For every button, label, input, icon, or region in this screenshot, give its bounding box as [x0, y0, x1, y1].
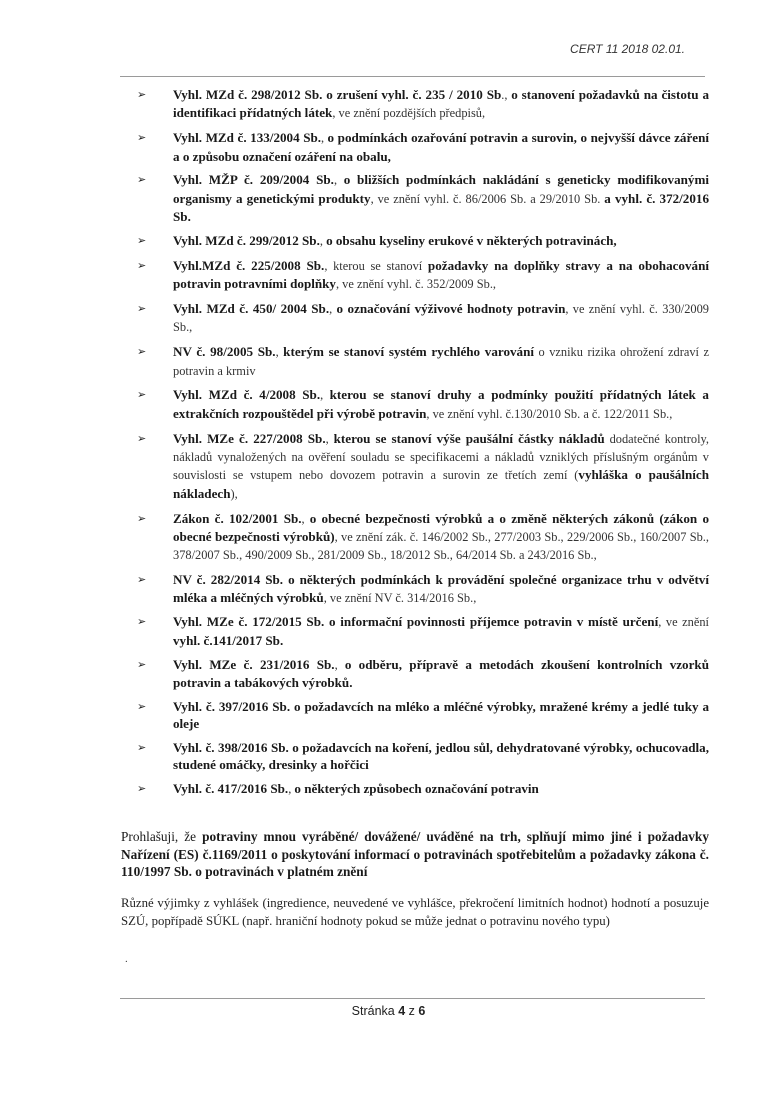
- arrow-bullet-icon: ➢: [137, 131, 147, 145]
- list-item: [137, 300, 709, 337]
- bold-text: kterým se stanoví systém rychlého varování: [283, 344, 535, 360]
- bold-text: požadavky na doplňky stravy a na obohacování potravin potravními doplňky: [173, 257, 709, 292]
- regular-text: ,: [319, 234, 327, 249]
- list-item: [137, 257, 709, 294]
- bold-text: a vyhl. č. 372/2016 Sb.: [173, 190, 709, 225]
- list-item: [137, 171, 709, 225]
- regular-text: ,: [288, 782, 295, 797]
- bold-text: Vyhl. MZe č. 172/2015 Sb. o informační povinnosti příjemce potravin v místě určení: [173, 614, 659, 630]
- regular-text: ,: [275, 345, 284, 360]
- bold-text: o odběru, přípravě a metodách zkoušení kontrolních vzorků potravin a tabákových výrobků.: [173, 656, 709, 691]
- footer-rule: [120, 998, 705, 999]
- regular-text: o vzniku rizika ohrožení zdraví z potravin a krmiv: [173, 345, 709, 378]
- bold-text: kterou se stanoví druhy a podmínky použití přídatných látek a extrakčních rozpouštědel při výrobě potravin: [173, 387, 709, 421]
- legislation-list: [137, 86, 709, 805]
- list-item: [137, 86, 709, 123]
- bold-text: kterou se stanoví výše paušální částky nákladů: [333, 430, 605, 446]
- current-page: 4: [398, 1004, 406, 1018]
- regular-text: , ve znění: [658, 615, 709, 630]
- bold-text: vyhláška o paušálních nákladech: [173, 467, 709, 501]
- bold-text: Vyhl. MZe č. 231/2016 Sb.: [173, 656, 335, 672]
- arrow-bullet-icon: ➢: [137, 88, 147, 101]
- regular-text: ,: [329, 302, 337, 317]
- arrow-bullet-icon: ➢: [137, 302, 147, 316]
- bold-text: Vyhl. č. 397/2016 Sb. o požadavcích na mléko a mléčné výrobky, mražené krémy a jedlé tuky a oleje: [173, 698, 709, 732]
- regular-text: .,: [501, 88, 512, 102]
- bold-text: potraviny mnou vyráběné/ dovážené/ uváděné na trh, splňují mimo jiné i požadavky Nařízení (ES) č.1169/2011 o poskytování informací o potravinách spotřebitelům a požadavky zákona č. 110/1997 Sb. o potravinách v platném znění: [121, 829, 709, 880]
- bold-text: NV č. 98/2005 Sb.: [173, 344, 276, 360]
- regular-text: , ve znění zák. č. 146/2002 Sb., 277/2003 Sb., 229/2006 Sb., 160/2007 Sb., 378/2007 Sb., 490/2009 Sb., 281/2009 Sb., 18/2012 Sb., 64/2014 Sb. a 243/2016 Sb.,: [173, 530, 709, 563]
- bold-text: Vyhl. MŽP č. 209/2004 Sb.: [173, 172, 334, 188]
- regular-text: , ve znění vyhl. č. 352/2009 Sb.,: [335, 277, 497, 292]
- arrow-bullet-icon: ➢: [137, 511, 147, 525]
- regular-text: ,: [334, 657, 345, 672]
- bold-text: o podmínkách ozařování potravin a surovin, o nejvyšší dávce záření a o způsobu označení ozáření na obalu,: [173, 130, 709, 164]
- regular-text: Prohlašuji, že: [121, 829, 203, 844]
- arrow-bullet-icon: ➢: [137, 657, 147, 671]
- trailing-dot: .: [125, 953, 128, 965]
- bold-text: Vyhl.MZd č. 225/2008 Sb.: [173, 257, 325, 273]
- arrow-bullet-icon: ➢: [137, 741, 147, 755]
- list-item: [137, 129, 709, 165]
- arrow-bullet-icon: ➢: [137, 234, 147, 248]
- regular-text: , ve znění NV č. 314/2016 Sb.,: [323, 590, 477, 605]
- regular-text: ,: [301, 511, 310, 526]
- bold-text: o bližších podmínkách nakládání s geneticky modifikovanými organismy a genetickými produkty: [173, 172, 709, 206]
- regular-text: , ve znění vyhl. č. 330/2009 Sb.,: [173, 302, 710, 335]
- regular-text: ,: [320, 388, 330, 403]
- bold-text: Vyhl. č. 398/2016 Sb. o požadavcích na koření, jedlou sůl, dehydratované výrobky, ochucovadla, studené omáčky, dresinky a hořčici: [173, 740, 709, 773]
- list-item: [137, 780, 709, 798]
- regular-text: , kterou se stanoví: [324, 258, 428, 273]
- bold-text: o obsahu kyseliny erukové v některých potravinách,: [326, 233, 617, 249]
- arrow-bullet-icon: ➢: [137, 173, 147, 187]
- bold-text: Vyhl. MZd č. 4/2008 Sb.: [173, 387, 321, 403]
- arrow-bullet-icon: ➢: [137, 431, 147, 445]
- regular-text: ,: [321, 131, 328, 146]
- regular-text: , ve znění vyhl. č.130/2010 Sb. a č. 122/2011 Sb.,: [426, 406, 673, 421]
- list-item: [137, 343, 709, 380]
- list-item: [137, 510, 709, 565]
- footer-sep: z: [405, 1004, 419, 1018]
- bold-text: Vyhl. MZd č. 450/ 2004 Sb.: [173, 301, 330, 317]
- bold-text: NV č. 282/2014 Sb. o některých podmínkách k provádění společné organizace trhu v odvětví mléka a mléčných výrobků: [173, 572, 709, 605]
- arrow-bullet-icon: ➢: [137, 388, 147, 402]
- bold-text: Vyhl. MZd č. 299/2012 Sb.: [173, 233, 320, 249]
- list-item: [137, 739, 709, 774]
- regular-text: dodatečné kontroly, nákladů vynaložených na ověření souladu se specifikacemi a nákladů vzniklých příslušným orgánům v souvislosti se vstupem nebo dovozem potravin a surovin ze třetích zemí (: [173, 431, 709, 483]
- list-item: [137, 613, 709, 649]
- bold-text: Vyhl. MZd č. 133/2004 Sb.: [173, 130, 322, 146]
- bold-text: Vyhl. MZe č. 227/2008 Sb.: [173, 430, 326, 446]
- list-item: [137, 430, 709, 504]
- regular-text: ,: [325, 431, 334, 446]
- list-item: [137, 698, 709, 733]
- list-item: [137, 656, 709, 692]
- exceptions-paragraph: Různé výjimky z vyhlášek (ingredience, neuvedené ve vyhlášce, překročení limitních hodnot) hodnotí a posuzuje SZÚ, popřípadě SÚKL (např. hraniční hodnoty pokud se může jednat o potravinu nového typu): [121, 896, 709, 928]
- document-stamp: CERT 11 2018 02.01.: [570, 42, 685, 56]
- bold-text: Vyhl. MZd č. 298/2012 Sb. o zrušení vyhl. č. 235 / 2010 Sb: [173, 87, 502, 102]
- bold-text: vyhl. č.141/2017 Sb.: [173, 632, 284, 648]
- page-footer: [0, 1004, 777, 1018]
- regular-text: , ve znění vyhl. č. 86/2006 Sb. a 29/2010 Sb.: [370, 191, 605, 206]
- header-rule: [120, 76, 705, 77]
- arrow-bullet-icon: ➢: [137, 573, 147, 587]
- bold-text: o některých způsobech označování potravin: [294, 781, 539, 797]
- arrow-bullet-icon: ➢: [137, 615, 147, 629]
- bold-text: Zákon č. 102/2001 Sb.: [173, 510, 302, 526]
- total-pages: 6: [418, 1004, 426, 1018]
- bold-text: o označování výživové hodnoty potravin: [336, 301, 566, 317]
- bold-text: Vyhl. č. 417/2016 Sb.: [173, 781, 289, 797]
- declaration-paragraph: [121, 828, 709, 881]
- regular-text: , ve znění pozdějších předpisů,: [332, 106, 486, 121]
- list-item: [137, 386, 709, 423]
- footer-prefix: Stránka: [351, 1004, 399, 1018]
- arrow-bullet-icon: ➢: [137, 258, 147, 272]
- bold-text: o stanovení požadavků na čistotu a identifikaci přídatných látek: [173, 87, 710, 121]
- list-item: [137, 232, 709, 250]
- arrow-bullet-icon: ➢: [137, 782, 147, 796]
- regular-text: ),: [230, 486, 238, 501]
- arrow-bullet-icon: ➢: [137, 345, 147, 359]
- list-item: [137, 571, 709, 607]
- bold-text: o obecné bezpečnosti výrobků a o změně některých zákonů (zákon o obecné bezpečnosti výrobků): [173, 510, 709, 545]
- regular-text: ,: [333, 173, 344, 188]
- arrow-bullet-icon: ➢: [137, 699, 147, 713]
